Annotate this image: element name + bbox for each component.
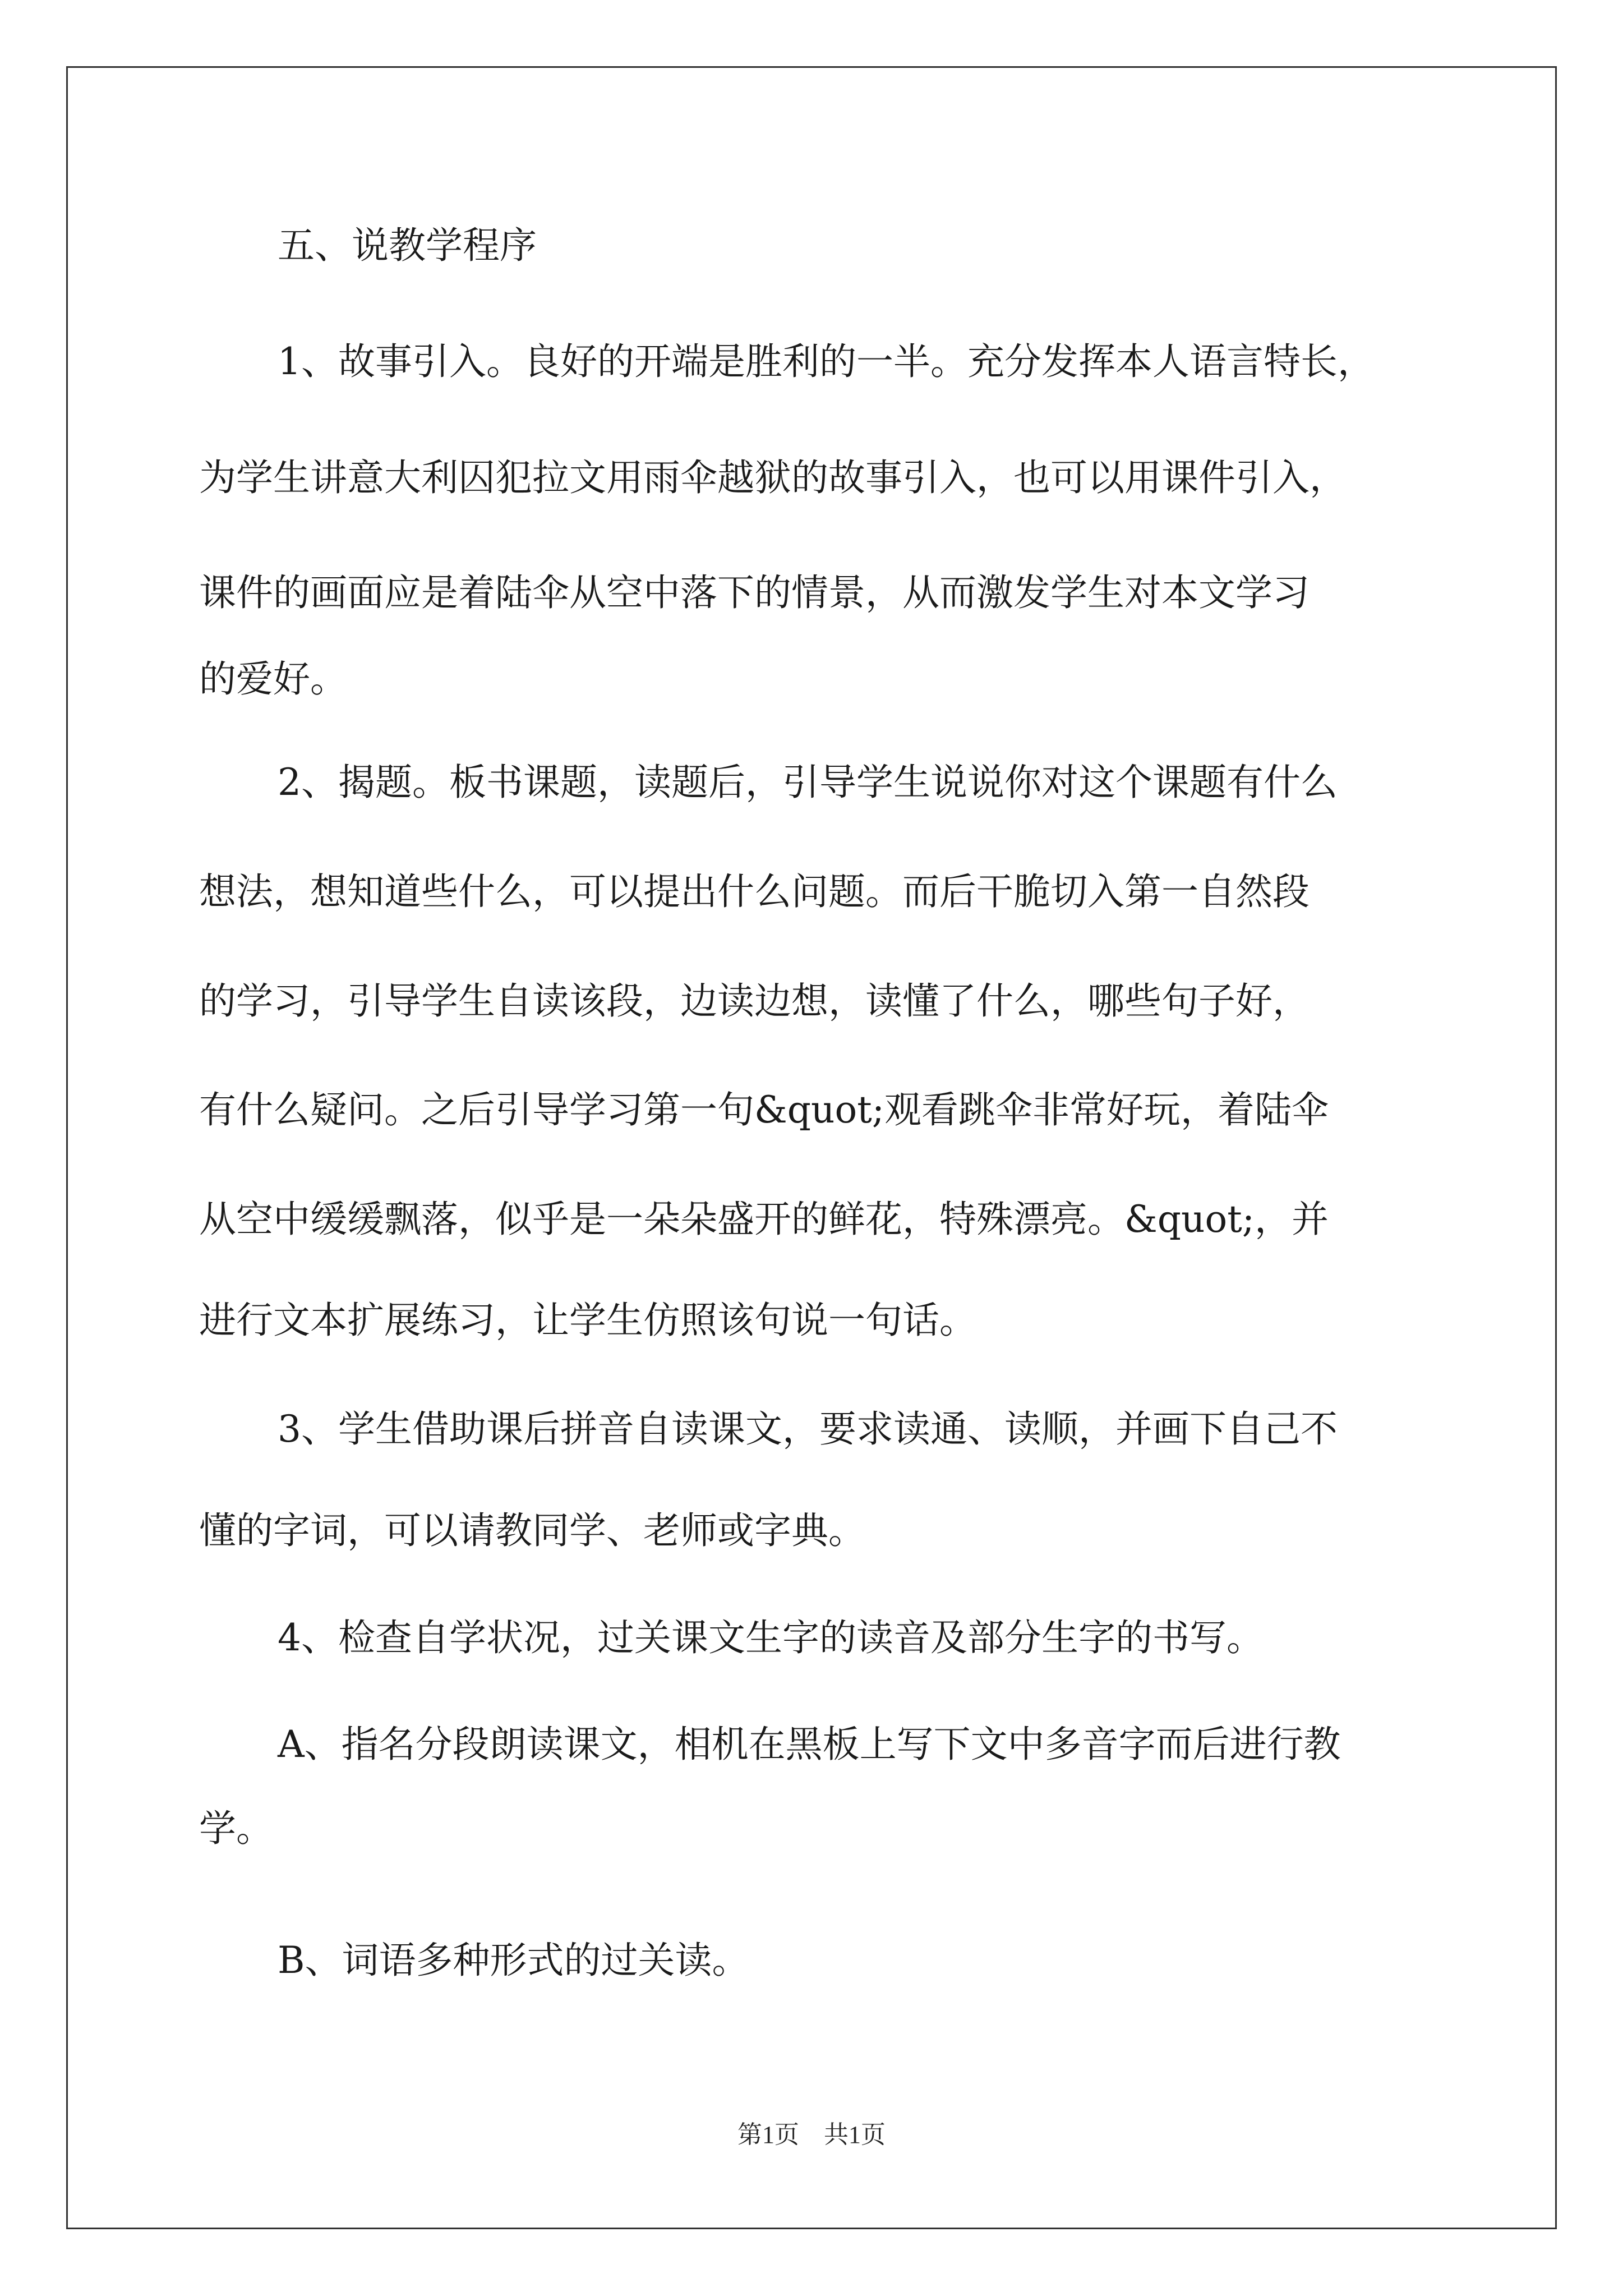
paragraph-a-line-1: A、指名分段朗读课文，相机在黑板上写下文中多音字而后进行教	[278, 1723, 1341, 1766]
paragraph-1-line-1: 1、故事引入。良好的开端是胜利的一半。充分发挥本人语言特长，	[278, 340, 1375, 383]
paragraph-2-line-1: 2、揭题。板书课题，读题后，引导学生说说你对这个课题有什么	[278, 761, 1338, 804]
paragraph-3-line-2: 懂的字词，可以请教同学、老师或字典。	[199, 1509, 865, 1552]
paragraph-1-line-4: 的爱好。	[199, 657, 347, 701]
paragraph-2-line-6: 进行文本扩展练习，让学生仿照该句说一句话。	[199, 1299, 976, 1342]
paragraph-3-line-1: 3、学生借助课后拼音自读课文，要求读通、读顺，并画下自己不	[278, 1407, 1338, 1451]
paragraph-1-line-2: 为学生讲意大利囚犯拉文用雨伞越狱的故事引入，也可以用课件引入，	[199, 456, 1347, 499]
paragraph-2-line-5: 从空中缓缓飘落，似乎是一朵朵盛开的鲜花，特殊漂亮。&quot;，并	[199, 1198, 1329, 1241]
paragraph-4: 4、检查自学状况，过关课文生字的读音及部分生字的书写。	[278, 1616, 1264, 1659]
paragraph-2-line-2: 想法，想知道些什么，可以提出什么问题。而后干脆切入第一自然段	[199, 870, 1310, 913]
section-heading: 五、说教学程序	[278, 224, 537, 267]
paragraph-1-line-3: 课件的画面应是着陆伞从空中落下的情景，从而激发学生对本文学习	[199, 571, 1310, 614]
paragraph-2-line-4: 有什么疑问。之后引导学习第一句&quot;观看跳伞非常好玩，着陆伞	[199, 1088, 1329, 1131]
page-footer: 第1页 共1页	[737, 2121, 886, 2148]
paragraph-b: B、词语多种形式的过关读。	[278, 1939, 749, 1982]
paragraph-2-line-3: 的学习，引导学生自读该段，边读边想，读懂了什么，哪些句子好，	[199, 979, 1310, 1023]
page-border	[66, 66, 1557, 2229]
paragraph-a-line-2: 学。	[199, 1807, 273, 1850]
